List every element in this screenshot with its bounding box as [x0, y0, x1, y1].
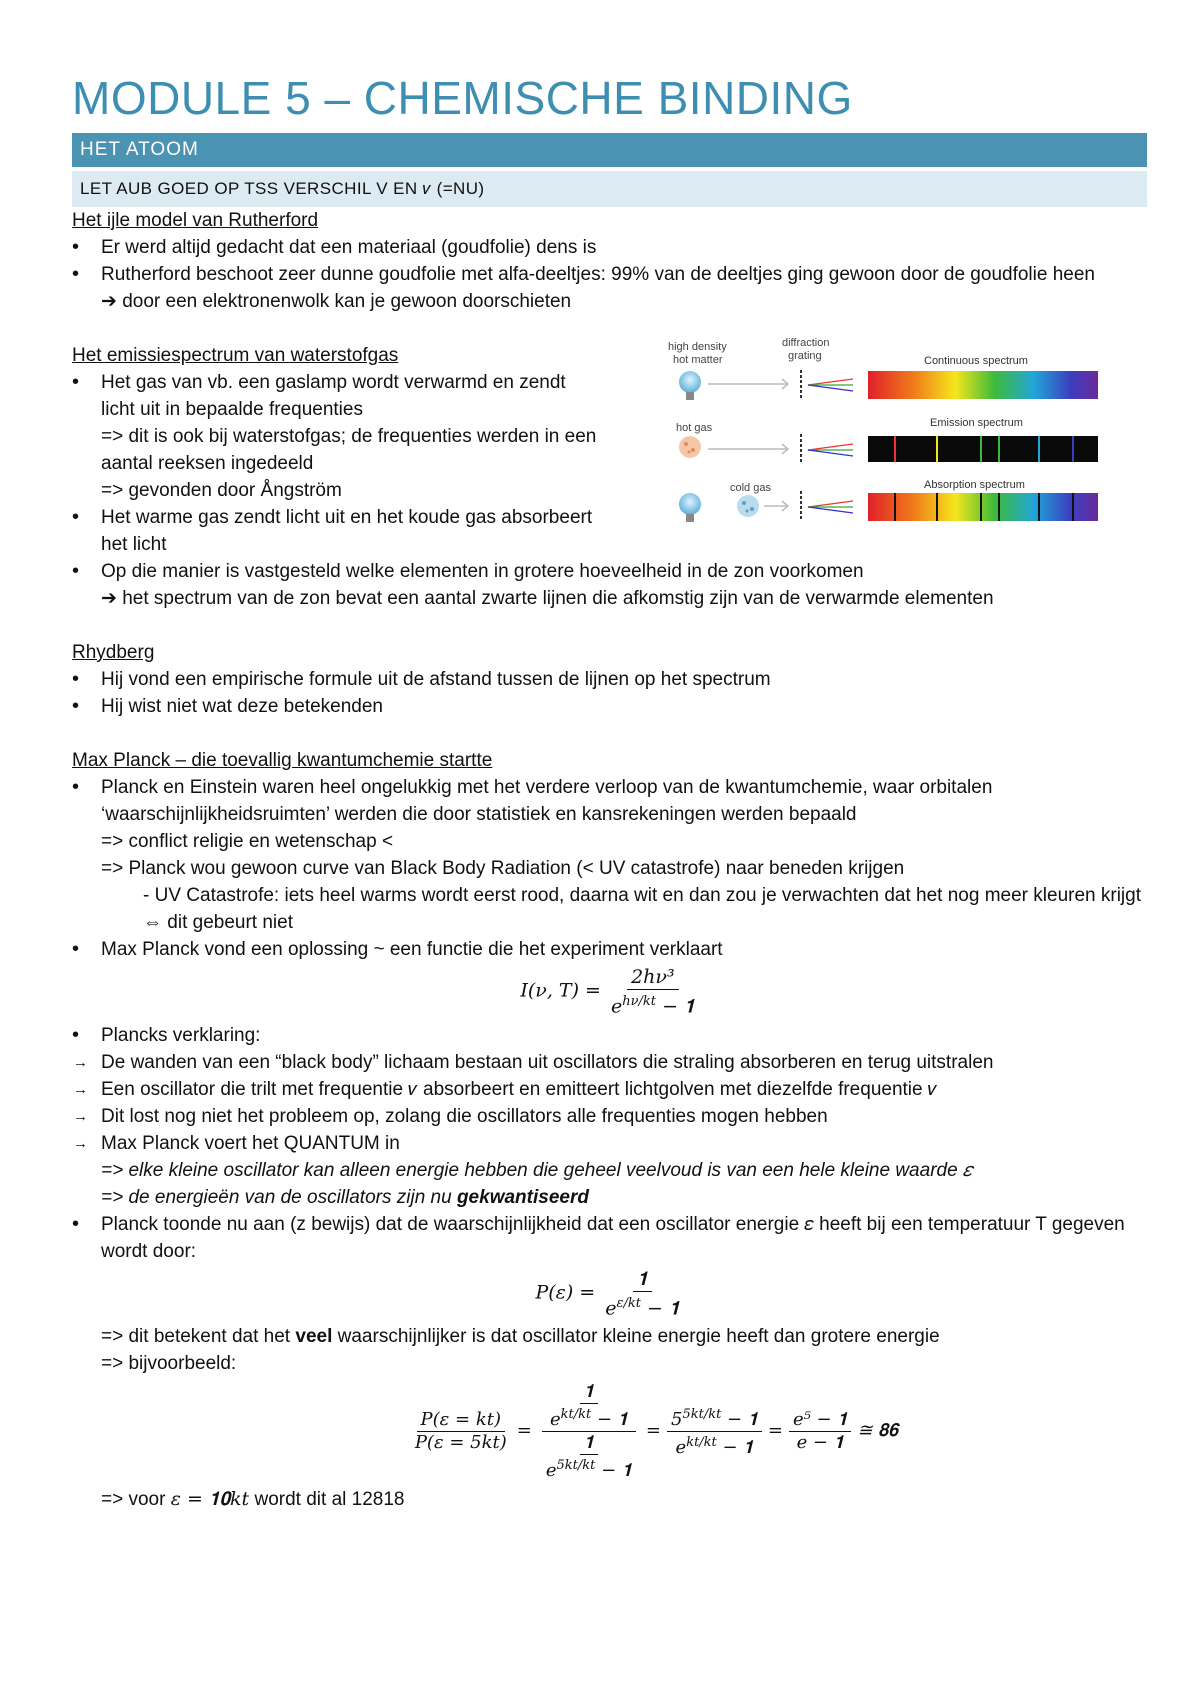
formula-fraction	[667, 1404, 762, 1459]
text-line	[72, 1486, 1147, 1513]
formula-denominator	[542, 1455, 636, 1482]
list-item-text: Rutherford beschoot zeer dunne goudfolie met alfa-deeltjes: 99% van de deeltjes ging gewoon door de goudfolie heen	[101, 263, 1095, 285]
section-heading: HET ATOOM	[72, 133, 1147, 167]
list-item: • Hij wist niet wat deze betekenden	[101, 693, 1147, 720]
list-item-text: Op die manier is vastgesteld welke elementen in grotere hoeveelheid in de zon voorkomen	[101, 560, 864, 582]
list-item: • Het warme gas zendt licht uit en het koude gas absorbeert het licht	[101, 504, 601, 558]
formula-lhs: 𝑃(𝜀) =	[535, 1281, 596, 1304]
cold-gas-cloud-icon	[737, 495, 759, 517]
list-item: • Plancks verklaring:	[101, 1022, 1147, 1049]
formula-numerator: 𝟏	[633, 1267, 652, 1292]
formula-numerator: 𝑃(𝜀 = 𝑘𝑡)	[417, 1409, 505, 1432]
lightbulb-icon	[679, 371, 701, 400]
formula-term: − 𝟏	[640, 1297, 680, 1320]
formula-denominator	[546, 1404, 632, 1431]
inline-math: 𝜀 = 𝟏𝟎𝑘𝑡	[170, 1487, 250, 1510]
emission-spectrum-bar	[868, 436, 1098, 462]
list-item: • Hij vond een empirische formule uit de afstand tussen de lijnen op het spectrum	[101, 666, 1147, 693]
list-item: • Er werd altijd gedacht dat een materiaal (goudfolie) dens is	[101, 234, 1147, 261]
document-page	[72, 72, 1147, 1513]
formula-fraction	[607, 965, 699, 1018]
rhydberg-heading: Rhydberg	[72, 641, 155, 663]
formula-numerator: 𝑒⁵ − 𝟏	[789, 1409, 851, 1432]
emission-heading: Het emissiespectrum van waterstofgas	[72, 344, 399, 366]
arrow-note: ➔ het spectrum van de zon bevat een aantal zwarte lijnen die afkomstig zijn van de verwarmde elementen	[101, 587, 994, 609]
figure-label: high density	[668, 340, 727, 353]
planck-heading: Max Planck – die toevallig kwantumchemie startte	[72, 749, 493, 771]
figure-label: cold gas	[730, 481, 771, 494]
formula-denominator	[672, 1432, 758, 1459]
formula-fraction	[538, 1381, 640, 1482]
formula-numerator	[667, 1404, 762, 1432]
list-item-text: Planck en Einstein waren heel ongelukkig met het verdere verloop van de kwantumchemie, waar orbitalen ‘waarschijnlijkheidsruimten’ werden die door statistiek en kansrekeningen werden bepaald	[101, 776, 993, 825]
list-item-text: Max Planck voert het QUANTUM in	[101, 1133, 400, 1155]
formula-base: 𝑒	[611, 995, 623, 1018]
formula-base: 𝑒	[549, 1408, 561, 1430]
list-item-text: => Planck wou gewoon curve van Black Body Radiation (< UV catastrofe) naar beneden krijgen	[101, 857, 905, 879]
text-run: => voor	[101, 1488, 171, 1510]
absorption-spectrum-bar	[868, 493, 1098, 521]
formula-exponent: 𝑘𝑡/𝑘𝑡	[560, 1406, 592, 1422]
hot-gas-cloud-icon	[679, 436, 701, 458]
formula-result: ≅ 𝟖𝟔	[857, 1420, 899, 1442]
formula-numerator: 2ℎ𝜈³	[627, 965, 679, 990]
text-run: => dit betekent dat het	[101, 1325, 296, 1347]
figure-label: Emission spectrum	[930, 416, 1023, 429]
formula-denominator	[601, 1292, 683, 1320]
list-item-text	[101, 1184, 1147, 1211]
formula-fraction	[411, 1409, 511, 1454]
formula-lhs: 𝐼(𝜈, 𝑇) =	[520, 979, 601, 1002]
formula-base: 𝑒	[605, 1297, 617, 1320]
formula-base: 5	[671, 1408, 683, 1430]
rhydberg-section	[72, 639, 1147, 720]
text-run: => de energieën van de oscillators zijn nu	[101, 1187, 457, 1209]
figure-label: hot gas	[676, 421, 713, 434]
formula-exponent: 5𝑘𝑡/𝑘𝑡	[556, 1457, 596, 1473]
planck-formula	[72, 965, 1147, 1018]
page-title: MODULE 5 – CHEMISCHE BINDING	[72, 72, 853, 124]
spectrum-figure	[668, 334, 1108, 534]
figure-label: Absorption spectrum	[924, 478, 1025, 491]
formula-numerator: 𝟏	[580, 1432, 598, 1455]
probability-formula	[72, 1267, 1147, 1320]
formula-denominator	[538, 1432, 640, 1482]
formula-exponent: 𝑘𝑡/𝑘𝑡	[686, 1434, 717, 1450]
formula-exponent: 𝜀/𝑘𝑡	[616, 1296, 641, 1312]
text-line: => bijvoorbeeld:	[101, 1352, 237, 1374]
figure-label: Continuous spectrum	[924, 354, 1028, 367]
formula-fraction	[789, 1409, 851, 1454]
formula-base: 𝑒	[545, 1459, 557, 1481]
list-item-text: => dit is ook bij waterstofgas; de frequenties werden in een aantal reeksen ingedeeld	[101, 425, 597, 474]
formula-numerator: 𝟏	[580, 1381, 598, 1404]
figure-label: diffraction	[782, 336, 830, 349]
list-item: • Max Planck vond een oplossing ~ een functie die het experiment verklaart	[101, 936, 1147, 963]
figure-label: grating	[788, 349, 822, 362]
text-line	[101, 1323, 1147, 1350]
emission-section	[72, 336, 1147, 612]
dispersed-rays	[808, 379, 853, 513]
arrow-item: → Een oscillator die trilt met frequentie 𝜈 absorbeert en emitteert lichtgolven met diezelfde frequentie 𝜈	[101, 1076, 1147, 1103]
continuous-spectrum-bar	[868, 371, 1098, 399]
list-item-text: => elke kleine oscillator kan alleen energie hebben die geheel veelvoud is van een hele kleine waarde 𝜀	[101, 1160, 973, 1182]
formula-exponent: 5𝑘𝑡/𝑘𝑡	[682, 1406, 722, 1422]
list-item-text: - UV Catastrofe: iets heel warms wordt eerst rood, daarna wit en dan zou je verwachten dat het nog meer kleuren krijgt ⇔ dit gebeurt niet	[143, 884, 1141, 933]
section-subheading: LET AUB GOED OP TSS VERSCHIL V EN 𝜈 (=NU)	[72, 171, 1147, 207]
text-run: wordt dit al 12818	[249, 1488, 405, 1510]
formula-denominator	[607, 990, 699, 1018]
formula-term: − 𝟏	[595, 1459, 632, 1481]
formula-term: − 𝟏	[656, 995, 695, 1018]
ratio-formula: $\frac{\text{𝑃(𝜀 = 𝑘𝑡)}}{\text{𝑃(𝜀 = 5𝑘𝑡)}}$ = $\frac{\frac{𝟏}{𝑒^{𝑘𝑡/𝑘𝑡} - 𝟏}}{\frac{𝟏}{𝑒^{5𝑘𝑡/𝑘𝑡} - 𝟏}}$ = $\frac{5^{5𝑘𝑡/𝑘𝑡} - 𝟏}{𝑒^{𝑘𝑡/𝑘𝑡} - 𝟏}$ = $\frac{\text{𝑒⁵ − 𝟏}}{\text{𝑒 − 𝟏}}$ ≅ 𝟖𝟔	[72, 1381, 1147, 1482]
formula-exponent: ℎ𝜈/𝑘𝑡	[622, 993, 657, 1009]
formula-fraction	[601, 1267, 683, 1320]
arrow-item	[101, 1130, 1147, 1211]
planck-section	[72, 747, 1147, 1513]
formula-numerator	[542, 1381, 636, 1432]
list-item	[101, 558, 1147, 612]
formula-denominator: 𝑃(𝜀 = 5𝑘𝑡)	[414, 1431, 507, 1453]
text-run: waarschijnlijker is dat oscillator kleine energie heeft dan grotere energie	[332, 1325, 940, 1347]
formula-term: − 𝟏	[716, 1436, 754, 1458]
list-item-text: Het gas van vb. een gaslamp wordt verwarmd en zendt licht uit in bepaalde frequenties	[101, 371, 566, 420]
list-item	[101, 774, 1147, 936]
list-item-text: => gevonden door Ångström	[101, 479, 342, 501]
rutherford-section	[72, 207, 1147, 315]
list-item	[101, 261, 1147, 315]
arrow-item: → De wanden van een “black body” lichaam bestaan uit oscillators die straling absorberen en terug uitstralen	[101, 1049, 1147, 1076]
formula-denominator: 𝑒 − 𝟏	[796, 1431, 844, 1453]
list-item-text: => conflict religie en wetenschap <	[101, 830, 394, 852]
formula-term: − 𝟏	[591, 1408, 628, 1430]
arrow-item: → Dit lost nog niet het probleem op, zolang die oscillators alle frequenties mogen hebben	[101, 1103, 1147, 1130]
list-item: • Planck toonde nu aan (z bewijs) dat de waarschijnlijkheid dat een oscillator energie 𝜀 heeft bij een temperatuur T gegeven wordt door:	[101, 1211, 1147, 1265]
bold-term: veel	[295, 1325, 333, 1347]
rutherford-heading: Het ijle model van Rutherford	[72, 209, 319, 231]
formula-base: 𝑒	[675, 1436, 687, 1458]
arrow-note: ➔ door een elektronenwolk kan je gewoon doorschieten	[101, 290, 572, 312]
lightbulb-icon	[679, 493, 701, 522]
bold-term: gekwantiseerd	[456, 1187, 589, 1209]
list-item	[101, 369, 601, 504]
figure-label: hot matter	[673, 353, 723, 366]
formula-term: − 𝟏	[721, 1408, 758, 1430]
